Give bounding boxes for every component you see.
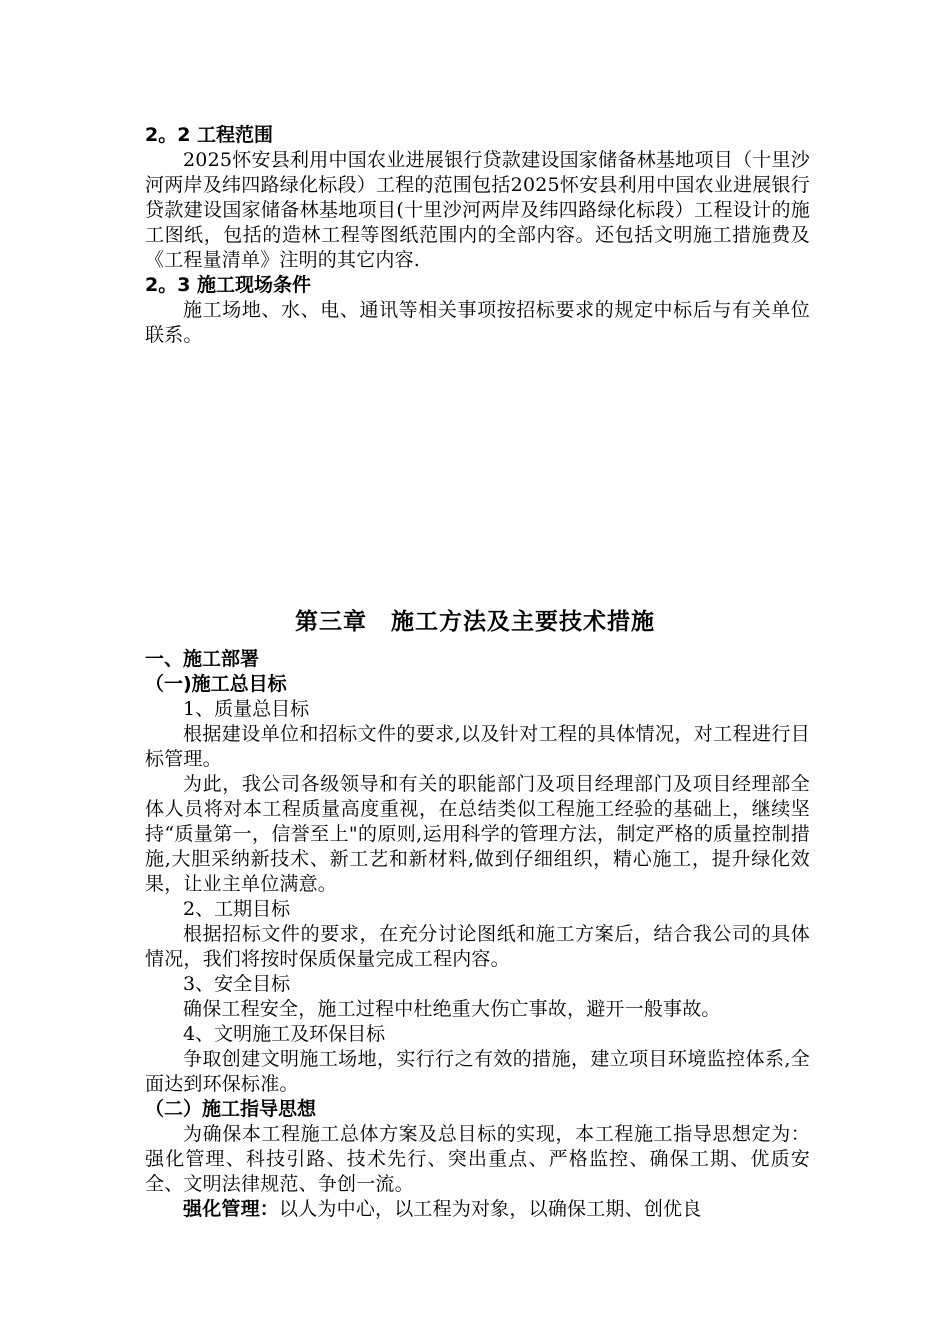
goal-title: 1、质量总目标 [183, 698, 310, 720]
paragraph: 确保工程安全，施工过程中杜绝重大伤亡事故，避开一般事故。 [183, 998, 721, 1020]
paragraph-text: 以人为中心，以工程为对象，以确保工期、创优良 [279, 1198, 702, 1220]
paragraph: 根据建设单位和招标文件的要求,以及针对工程的具体情况，对工程进行目标管理。 [145, 723, 810, 770]
section-heading: 2。3 施工现场条件 [145, 274, 312, 296]
section-heading: 2。2 工程范围 [145, 124, 274, 146]
section-body: 2025怀安县利用中国农业进展银行贷款建设国家储备林基地项目（十里沙河两岸及纬四路绿化标段）工程的范围包括2025怀安县利用中国农业进展银行贷款建设国家储备林基地项目(十里沙河两岸及纬四路绿化标段）工程设计的施工图纸，包括的造林工程等图纸范围内的全部内容。还包括文明施工措施费及《工程量清单》注明的其它内容. [145, 149, 810, 271]
paragraph [145, 1197, 810, 1222]
paragraph: 根据招标文件的要求，在充分讨论图纸和施工方案后，结合我公司的具体情况，我们将按时保质保量完成工程内容。 [145, 923, 810, 970]
part-heading: 一、施工部署 [145, 648, 260, 670]
chapter-title: 第三章 施工方法及主要技术措施 [295, 609, 655, 635]
paragraph: 争取创建文明施工场地，实行行之有效的措施，建立项目环境监控体系,全面达到环保标准。 [145, 1048, 810, 1095]
paragraph: 为此，我公司各级领导和有关的职能部门及项目经理部门及项目经理部全体人员将对本工程质量高度重视，在总结类似工程施工经验的基础上，继续坚持“质量第一，信誉至上"的原则,运用科学的管理方法，制定严格的质量控制措施,大胆采纳新技术、新工艺和新材料,做到仔细组织，精心施工，提升绿化效果，让业主单位满意。 [145, 773, 810, 895]
paragraph: 为确保本工程施工总体方案及总目标的实现，本工程施工指导思想定为：强化管理、科技引路、技术先行、突出重点、严格监控、确保工期、优质安全、文明法律规范、争创一流。 [145, 1123, 810, 1195]
section-2-2 [145, 123, 810, 348]
goal-title: 4、文明施工及环保目标 [183, 1023, 386, 1045]
subsection-heading: （二）施工指导思想 [145, 1098, 317, 1120]
section-body: 施工场地、水、电、通讯等相关事项按招标要求的规定中标后与有关单位联系。 [145, 299, 810, 346]
goal-title: 2、工期目标 [183, 898, 291, 920]
chapter-3-content [145, 647, 810, 1222]
subsection-heading: （一)施工总目标 [145, 673, 287, 695]
goal-title: 3、安全目标 [183, 973, 291, 995]
bold-lead-text: 强化管理： [183, 1198, 280, 1220]
